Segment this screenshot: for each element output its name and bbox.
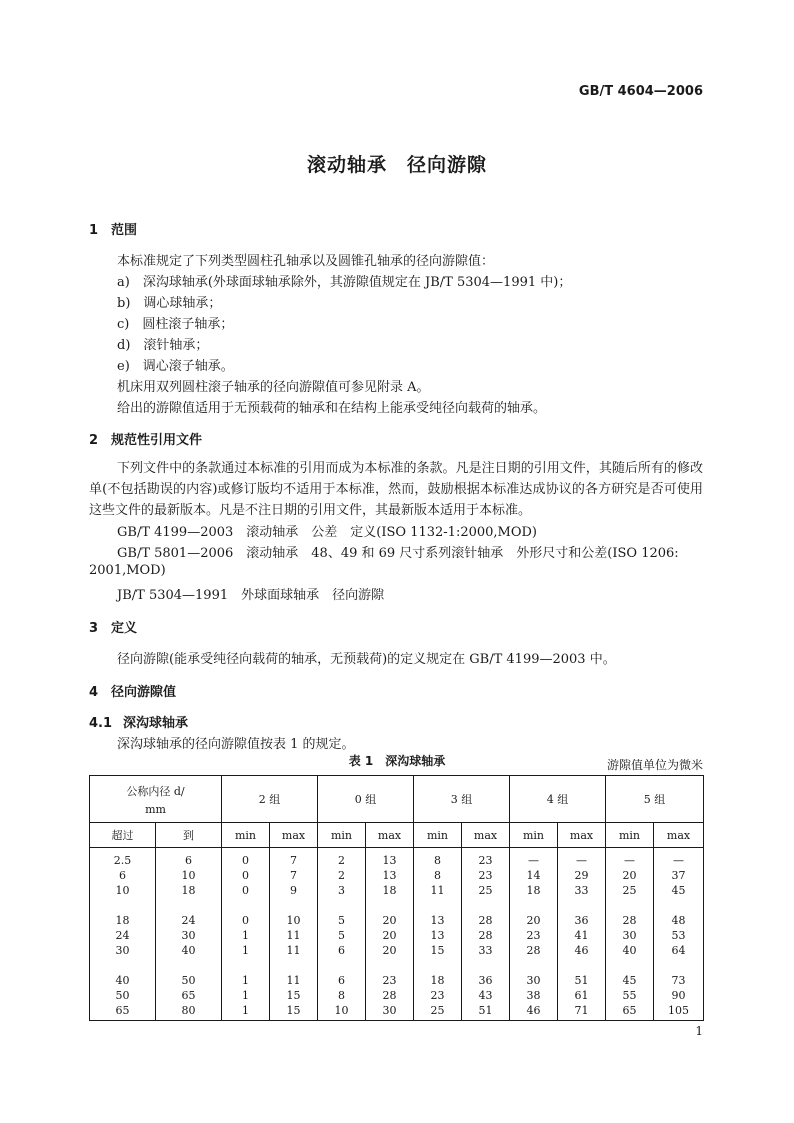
list-item: b) 调心球轴承； [117,296,222,311]
table-cell: 23 [462,868,510,883]
table-cell: 10 [90,883,156,898]
table-cell: 13 [414,928,462,943]
table-cell: 36 [462,973,510,988]
table-cell: 18 [414,973,462,988]
table-cell: 11 [270,928,318,943]
diameter-header-unit: mm [145,802,166,816]
row-spacer [90,958,704,973]
subsection-4-1-paragraph: 深沟球轴承的径向游隙值按表 1 的规定。 [117,737,355,752]
subheader-min: min [318,823,366,848]
table-cell: 23 [510,928,558,943]
table-cell: 37 [654,868,704,883]
table-row [90,943,704,958]
subheader-max: max [654,823,704,848]
table-cell: 30 [606,928,654,943]
table-cell: 65 [156,988,222,1003]
table-cell: 7 [270,848,318,869]
spacer-cell [366,898,414,913]
spacer-cell [90,958,156,973]
table-cell: 5 [318,928,366,943]
table-cell: 2 [318,868,366,883]
table-cell: 30 [156,928,222,943]
table-cell: 11 [270,943,318,958]
spacer-cell [318,958,366,973]
table-cell: 24 [156,913,222,928]
table-cell: 13 [414,913,462,928]
list-item: c) 圆柱滚子轴承； [117,317,234,332]
section-title: 范围 [111,223,138,238]
table-cell: 40 [156,943,222,958]
spacer-cell [510,958,558,973]
table-cell: 46 [558,943,606,958]
table-cell: 8 [318,988,366,1003]
table-cell: 6 [318,973,366,988]
table-cell: 48 [654,913,704,928]
table-cell: 41 [558,928,606,943]
table-cell: 80 [156,1003,222,1021]
table-row [90,973,704,988]
section-number: 2 [89,433,99,448]
table-cell: 0 [222,913,270,928]
table-cell: 8 [414,848,462,869]
table-cell: 53 [654,928,704,943]
table-cell: 65 [606,1003,654,1021]
table-row [90,928,704,943]
table-cell: 0 [222,883,270,898]
table-row [90,1003,704,1021]
table-cell: 6 [318,943,366,958]
table-cell: 28 [366,988,414,1003]
clearance-table [89,775,704,1021]
spacer-cell [462,898,510,913]
spacer-cell [318,898,366,913]
table-cell: 46 [510,1003,558,1021]
table-cell: 18 [90,913,156,928]
table-cell: 30 [90,943,156,958]
reference-item: JB/T 5304—1991 外球面球轴承 径向游隙 [117,588,385,603]
table-caption: 表 1 深沟球轴承 [348,754,446,768]
table-cell: 20 [510,913,558,928]
table-cell: 28 [462,928,510,943]
section-3-heading [89,617,137,636]
table-cell: 1 [222,943,270,958]
section-3-paragraph: 径向游隙(能承受纯径向载荷的轴承，无预载荷)的定义规定在 GB/T 4199—2003 中。 [117,652,616,667]
spacer-cell [222,958,270,973]
table-cell: 1 [222,1003,270,1021]
spacer-cell [270,958,318,973]
document-title: 滚动轴承 径向游隙 [306,154,487,176]
table-cell: 18 [366,883,414,898]
table-cell: 23 [414,988,462,1003]
page-number: 1 [695,1024,703,1038]
list-item: e) 调心滚子轴承。 [117,359,234,374]
table-cell: 33 [462,943,510,958]
section-number: 4.1 [89,716,113,731]
spacer-cell [414,898,462,913]
table-cell: — [510,848,558,869]
spacer-cell [462,958,510,973]
section-1-intro: 本标准规定了下列类型圆柱孔轴承以及圆锥孔轴承的径向游隙值： [117,254,495,269]
table-cell: 10 [270,913,318,928]
list-item: d) 滚针轴承； [117,338,209,353]
table-cell: 65 [90,1003,156,1021]
section-title: 规范性引用文件 [111,433,203,448]
spacer-cell [414,958,462,973]
subheader-max: max [558,823,606,848]
spacer-cell [558,958,606,973]
table-cell: 11 [270,973,318,988]
table-cell: 18 [510,883,558,898]
table-cell: 3 [318,883,366,898]
spacer-cell [558,898,606,913]
table-cell: 28 [606,913,654,928]
spacer-cell [222,898,270,913]
section-1-heading [89,219,137,238]
table-cell: 29 [558,868,606,883]
diameter-header [90,776,222,823]
table-cell: 0 [222,848,270,869]
spacer-cell [366,958,414,973]
subheader-min: min [606,823,654,848]
table-cell: 1 [222,928,270,943]
spacer-cell [270,898,318,913]
spacer-cell [156,898,222,913]
table-cell: 38 [510,988,558,1003]
table-cell: 6 [90,868,156,883]
table-cell: 20 [606,868,654,883]
table-cell: 45 [606,973,654,988]
table-cell: 8 [414,868,462,883]
spacer-cell [156,958,222,973]
table-cell: 20 [366,928,414,943]
table-cell: 23 [366,973,414,988]
table-cell: 11 [414,883,462,898]
subheader-to: 到 [156,823,222,848]
table-cell: 50 [90,988,156,1003]
subheader-min: min [510,823,558,848]
subheader-max: max [270,823,318,848]
table-cell: 15 [270,1003,318,1021]
section-2-paragraph: 下列文件中的条款通过本标准的引用而成为本标准的条款。凡是注日期的引用文件，其随后所有的修改单(不包括勘误的内容)或修订版均不适用于本标准，然而，鼓励根据本标准达成协议的各方研究是否可使用这些文件的最新版本。凡是不注日期的引用文件，其最新版本适用于本标准。 [89,461,703,518]
table-unit-note: 游隙值单位为微米 [606,758,703,772]
table-cell: 61 [558,988,606,1003]
table-cell: 40 [90,973,156,988]
table-cell: — [654,848,704,869]
section-title: 径向游隙值 [111,685,177,700]
table-cell: 10 [156,868,222,883]
table-cell: 10 [318,1003,366,1021]
row-spacer [90,898,704,913]
table-cell: 20 [366,943,414,958]
spacer-cell [606,958,654,973]
subheader-min: min [222,823,270,848]
table-row [90,848,704,869]
table-cell: 25 [462,883,510,898]
table-cell: 23 [462,848,510,869]
table-cell: 6 [156,848,222,869]
list-item: a) 深沟球轴承(外球面球轴承除外，其游隙值规定在 JB/T 5304—1991 中)； [117,275,572,290]
section-number: 1 [89,223,99,238]
table-cell: 43 [462,988,510,1003]
subheader-over: 超过 [90,823,156,848]
group-header: 2 组 [222,776,318,823]
table-cell: 28 [462,913,510,928]
table-cell: 15 [270,988,318,1003]
table-cell: 55 [606,988,654,1003]
table-cell: 51 [462,1003,510,1021]
table-cell: 2.5 [90,848,156,869]
standard-number: GB/T 4604—2006 [578,84,703,99]
table-cell: 24 [90,928,156,943]
table-cell: 105 [654,1003,704,1021]
table-cell: — [606,848,654,869]
section-title: 深沟球轴承 [123,716,189,731]
table-cell: 45 [654,883,704,898]
table-cell: 71 [558,1003,606,1021]
group-header: 0 组 [318,776,414,823]
diameter-header-label: 公称内径 d/ [126,784,185,798]
spacer-cell [90,898,156,913]
table-row [90,913,704,928]
table-cell: 30 [366,1003,414,1021]
table-cell: 33 [558,883,606,898]
table-body [90,848,704,1021]
section-1-note: 机床用双列圆柱滚子轴承的径向游隙值可参见附录 A。 [117,380,430,395]
subheader-max: max [366,823,414,848]
spacer-cell [606,898,654,913]
table-cell: 1 [222,988,270,1003]
table-row [90,868,704,883]
table-cell: 2 [318,848,366,869]
section-1-note: 给出的游隙值适用于无预载荷的轴承和在结构上能承受纯径向载荷的轴承。 [117,401,547,416]
table-cell: 25 [414,1003,462,1021]
spacer-cell [654,958,704,973]
group-header: 5 组 [606,776,704,823]
group-header: 4 组 [510,776,606,823]
spacer-cell [510,898,558,913]
section-number: 4 [89,685,99,700]
table-row [90,988,704,1003]
table-cell: 15 [414,943,462,958]
table-cell: 64 [654,943,704,958]
reference-item: GB/T 5801—2006 滚动轴承 48、49 和 69 尺寸系列滚针轴承 外形尺寸和公差(ISO 1206: [117,546,679,561]
table-cell: 18 [156,883,222,898]
reference-item-continued: 2001,MOD) [89,563,166,578]
table-cell: 30 [510,973,558,988]
section-2-heading [89,429,202,448]
subheader-min: min [414,823,462,848]
subheader-max: max [462,823,510,848]
table-cell: 25 [606,883,654,898]
spacer-cell [654,898,704,913]
table-cell: 7 [270,868,318,883]
table-cell: 50 [156,973,222,988]
table-cell: 5 [318,913,366,928]
table-cell: 1 [222,973,270,988]
table-cell: 90 [654,988,704,1003]
table-cell: 73 [654,973,704,988]
section-title: 定义 [111,621,138,636]
section-number: 3 [89,621,99,636]
table-cell: 13 [366,848,414,869]
table-cell: 0 [222,868,270,883]
section-4-heading [89,681,176,700]
table-cell: 9 [270,883,318,898]
table-cell: — [558,848,606,869]
table-cell: 14 [510,868,558,883]
table-cell: 28 [510,943,558,958]
table-cell: 36 [558,913,606,928]
table-cell: 13 [366,868,414,883]
table-cell: 51 [558,973,606,988]
reference-item: GB/T 4199—2003 滚动轴承 公差 定义(ISO 1132-1:2000,MOD) [117,525,537,540]
group-header: 3 组 [414,776,510,823]
subsection-4-1-heading [89,712,188,731]
table-cell: 20 [366,913,414,928]
table-cell: 40 [606,943,654,958]
table-row [90,883,704,898]
